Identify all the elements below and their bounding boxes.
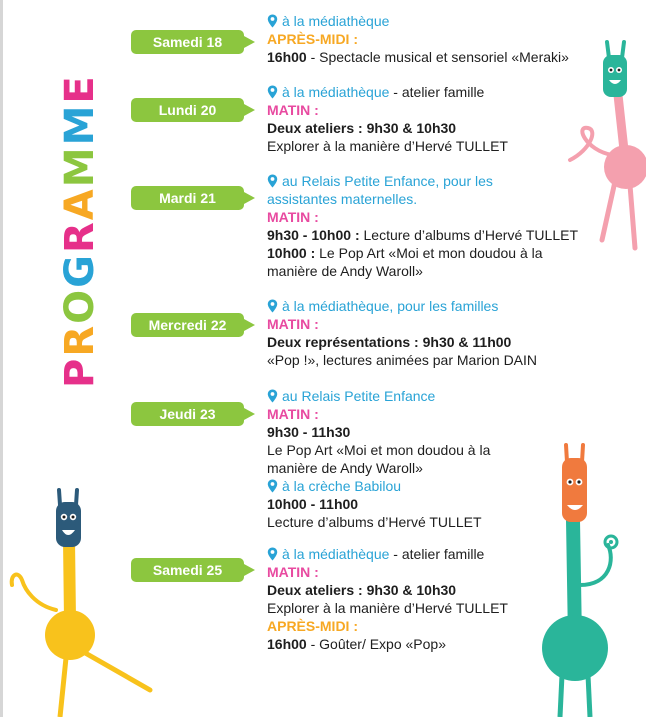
activity-line xyxy=(267,635,607,653)
day-badge: Samedi 18 xyxy=(131,30,244,54)
map-pin-icon xyxy=(267,389,278,403)
time-label: 16h00 xyxy=(267,636,307,652)
location-line xyxy=(267,172,607,190)
event-details xyxy=(267,83,607,155)
title-letter: M xyxy=(57,103,103,146)
activity-line xyxy=(267,441,607,459)
activity-line xyxy=(267,48,607,66)
activity-line xyxy=(267,226,607,244)
map-pin-icon xyxy=(267,14,278,28)
day-badge: Lundi 20 xyxy=(131,98,244,122)
location-name: au Relais Petite Enfance xyxy=(282,388,436,404)
map-pin-icon xyxy=(267,299,278,313)
activity-text: Lecture d’albums d’Hervé TULLET xyxy=(267,514,482,530)
location-name: à la médiathèque xyxy=(282,84,390,100)
time-label: 9h30 - 10h00 : xyxy=(267,227,360,243)
activity-line xyxy=(267,333,607,351)
location-line xyxy=(267,83,607,101)
day-badge: Mardi 21 xyxy=(131,186,244,210)
morning-label: MATIN : xyxy=(267,316,319,332)
location-continuation: assistantes maternelles. xyxy=(267,191,418,207)
morning-label: MATIN : xyxy=(267,564,319,580)
yellow-figure-illustration xyxy=(12,490,150,717)
location-line xyxy=(267,12,607,30)
location-line xyxy=(267,477,607,495)
location-note: - atelier famille xyxy=(389,84,485,100)
title-letter: O xyxy=(57,287,103,324)
morning-label: MATIN : xyxy=(267,406,319,422)
location-name: à la médiathèque xyxy=(282,546,390,562)
location-note: - atelier famille xyxy=(389,546,485,562)
event-details xyxy=(267,545,607,653)
activity-line xyxy=(267,599,607,617)
title-letter: R xyxy=(57,220,103,253)
time-label: 9h30 - 11h30 xyxy=(267,424,351,440)
activity-text: manière de Andy Waroll» xyxy=(267,460,423,476)
activity-text: - Spectacle musical et sensoriel «Meraki» xyxy=(306,49,569,65)
activity-line xyxy=(267,262,607,280)
time-label: Deux représentations : 9h30 & 11h00 xyxy=(267,334,512,350)
title-letter: G xyxy=(57,253,103,288)
event-details xyxy=(267,297,607,369)
activity-text: Lecture d’albums d’Hervé TULLET xyxy=(359,227,579,243)
activity-text: manière de Andy Waroll» xyxy=(267,263,423,279)
location-line xyxy=(267,297,607,315)
map-pin-icon xyxy=(267,174,278,188)
location-line xyxy=(267,387,607,405)
programme-title xyxy=(57,74,103,388)
location-name: à la médiathèque xyxy=(282,13,390,29)
activity-text: Explorer à la manière d’Hervé TULLET xyxy=(267,138,508,154)
day-badge: Mercredi 22 xyxy=(131,313,244,337)
afternoon-label: APRÈS-MIDI : xyxy=(267,31,358,47)
activity-line xyxy=(267,119,607,137)
event-details xyxy=(267,172,607,280)
activity-line xyxy=(267,351,607,369)
map-pin-icon xyxy=(267,479,278,493)
title-letter: P xyxy=(57,356,103,388)
activity-line xyxy=(267,244,607,262)
location-name: au Relais Petite Enfance, pour les xyxy=(282,173,493,189)
activity-line xyxy=(267,459,607,477)
title-letter: R xyxy=(57,323,103,357)
time-label: Deux ateliers : 9h30 & 10h30 xyxy=(267,582,457,598)
activity-line xyxy=(267,513,607,531)
activity-text: Explorer à la manière d’Hervé TULLET xyxy=(267,600,508,616)
title-letter: A xyxy=(57,187,103,221)
time-label: 10h00 : xyxy=(267,245,316,261)
event-details xyxy=(267,12,607,66)
map-pin-icon xyxy=(267,547,278,561)
morning-label: MATIN : xyxy=(267,209,319,225)
day-badge: Samedi 25 xyxy=(131,558,244,582)
location-line xyxy=(267,545,607,563)
activity-line xyxy=(267,423,607,441)
activity-text: - Goûter/ Expo «Pop» xyxy=(306,636,447,652)
time-label: 16h00 xyxy=(267,49,307,65)
activity-line xyxy=(267,137,607,155)
activity-line xyxy=(267,495,607,513)
time-label: 10h00 - 11h00 xyxy=(267,496,359,512)
activity-text: Le Pop Art «Moi et mon doudou à la xyxy=(267,442,491,458)
morning-label: MATIN : xyxy=(267,102,319,118)
activity-text: Le Pop Art «Moi et mon doudou à la xyxy=(315,245,543,261)
title-letter: E xyxy=(57,74,103,104)
day-badge: Jeudi 23 xyxy=(131,402,244,426)
event-details xyxy=(267,387,607,531)
activity-line xyxy=(267,581,607,599)
map-pin-icon xyxy=(267,85,278,99)
activity-text: «Pop !», lectures animées par Marion DAIN xyxy=(267,352,538,368)
time-label: Deux ateliers : 9h30 & 10h30 xyxy=(267,120,457,136)
location-name: à la crèche Babilou xyxy=(282,478,402,494)
afternoon-label: APRÈS-MIDI : xyxy=(267,618,358,634)
title-letter: M xyxy=(57,145,103,188)
location-name: à la médiathèque, pour les familles xyxy=(282,298,499,314)
